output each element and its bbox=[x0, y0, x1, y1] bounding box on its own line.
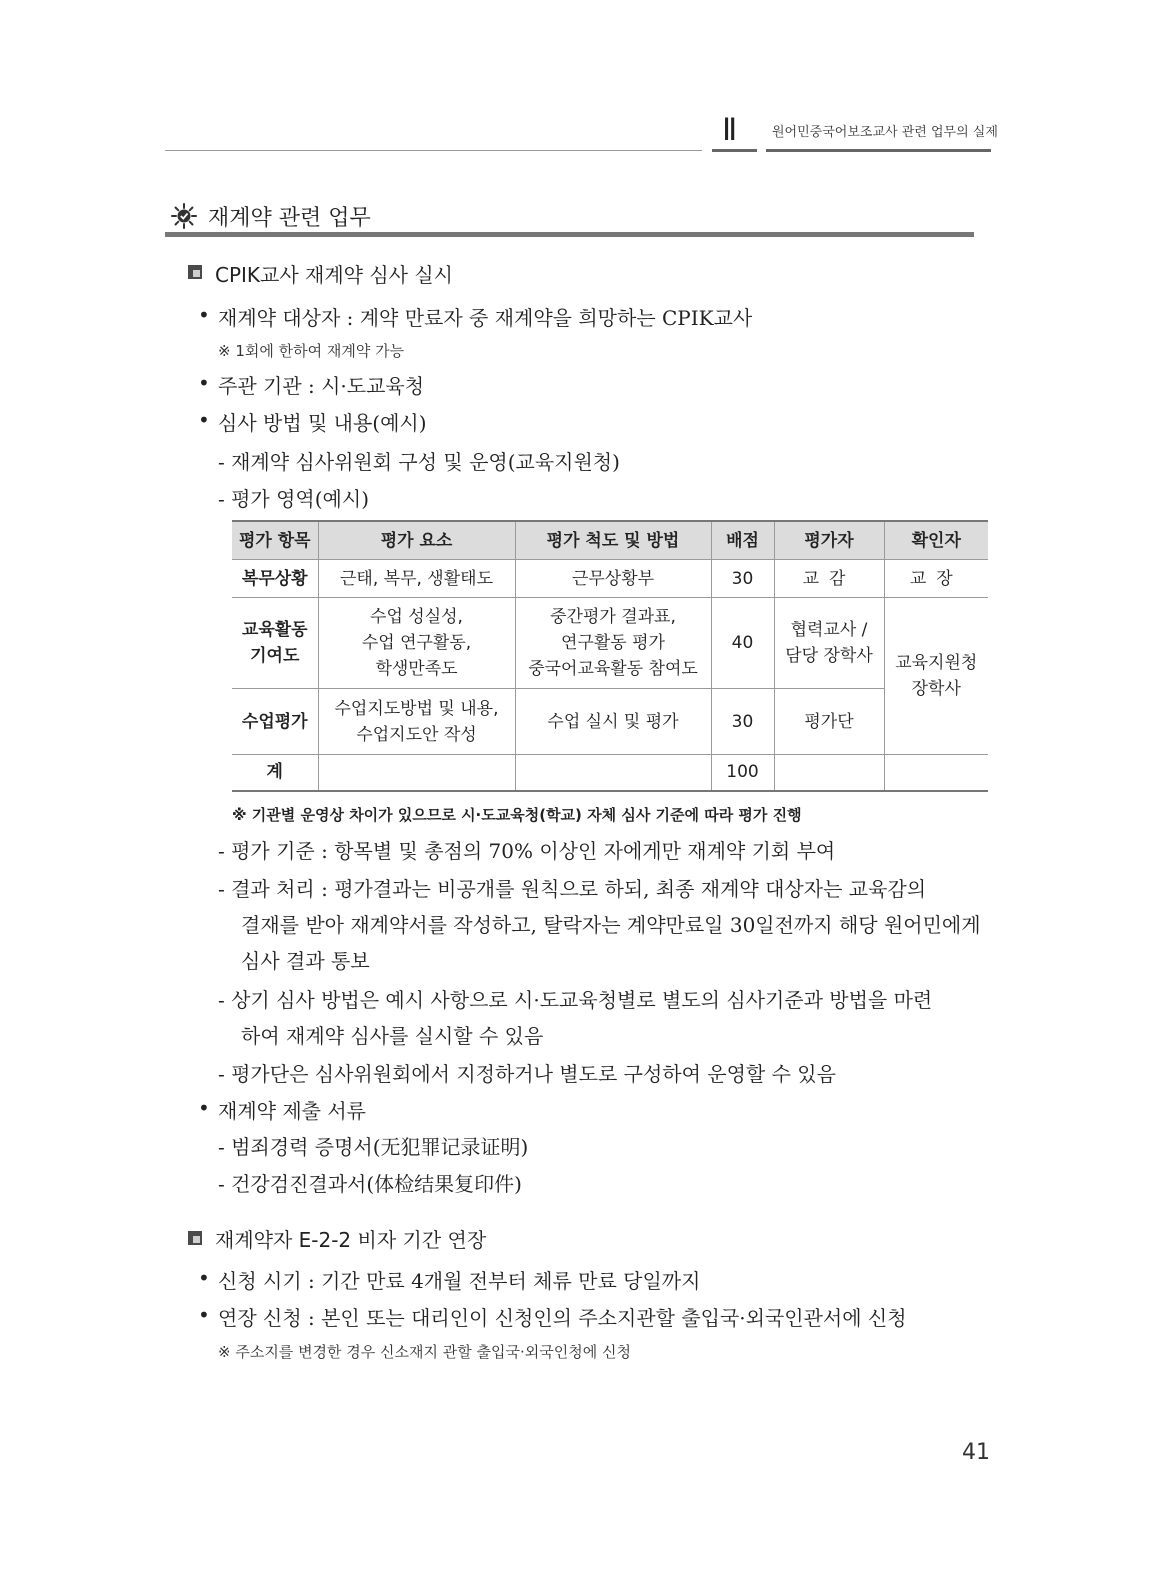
cell-line: 장학사 bbox=[911, 679, 961, 699]
result-text-line: 심사 결과 통보 bbox=[241, 949, 370, 973]
table-header-cell: 평가 요소 bbox=[318, 521, 515, 560]
documents-heading: 재계약 제출 서류 bbox=[218, 1099, 366, 1123]
bullet-dot: • bbox=[198, 371, 210, 395]
square-bullet-icon bbox=[188, 1231, 202, 1245]
bullet-dot: • bbox=[198, 1266, 210, 1290]
bullet-dot: • bbox=[198, 1096, 210, 1120]
table-header-cell: 확인자 bbox=[884, 521, 988, 560]
subsection-heading: 재계약자 E-2-2 비자 기간 연장 bbox=[215, 1228, 487, 1252]
table-row bbox=[232, 560, 988, 598]
bullet-dot: • bbox=[198, 408, 210, 432]
header-rule-left bbox=[165, 150, 702, 151]
table-cell-method: 근무상황부 bbox=[515, 560, 711, 598]
table-cell-total-score: 100 bbox=[711, 755, 774, 791]
table-cell-item: 수업평가 bbox=[232, 689, 318, 755]
table-cell-evaluator bbox=[774, 598, 884, 689]
renewal-target: 재계약 대상자 : 계약 만료자 중 재계약을 희망하는 CPIK교사 bbox=[218, 306, 753, 330]
table-cell-item: 복무상황 bbox=[232, 560, 318, 598]
table-header-row bbox=[232, 521, 988, 560]
table-cell-confirmer bbox=[884, 598, 988, 755]
document-item: - 범죄경력 증명서(无犯罪记录证明) bbox=[218, 1135, 529, 1159]
table-cell-element bbox=[318, 689, 515, 755]
result-text-line: - 결과 처리 : 평가결과는 비공개를 원칙으로 하되, 최종 재계약 대상자는 교육감의 bbox=[218, 877, 927, 901]
cell-line: 중간평가 결과표, bbox=[550, 607, 676, 627]
document-item: - 건강검진결과서(体检结果复印件) bbox=[218, 1172, 522, 1196]
table-cell-score: 40 bbox=[711, 598, 774, 689]
table-row bbox=[232, 689, 988, 755]
table-cell-empty bbox=[515, 755, 711, 791]
cell-line: 담당 장학사 bbox=[785, 646, 873, 666]
table-cell-method bbox=[515, 598, 711, 689]
table-cell-score: 30 bbox=[711, 689, 774, 755]
host-agency: 주관 기관 : 시·도교육청 bbox=[218, 374, 425, 398]
application-timing: 신청 시기 : 기간 만료 4개월 전부터 체류 만료 당일까지 bbox=[218, 1269, 701, 1293]
review-method-sub-committee: - 재계약 심사위원회 구성 및 운영(교육지원청) bbox=[218, 450, 620, 474]
table-total-row bbox=[232, 755, 988, 791]
cell-line: 교육지원청 bbox=[895, 653, 978, 673]
subsection-heading: CPIK교사 재계약 심사 실시 bbox=[215, 263, 453, 287]
table-cell-empty bbox=[884, 755, 988, 791]
evaluation-table bbox=[232, 520, 988, 792]
result-text-line: 결재를 받아 재계약서를 작성하고, 탈락자는 계약만료일 30일전까지 해당 원어민에게 bbox=[241, 913, 981, 937]
table-header-cell: 배점 bbox=[711, 521, 774, 560]
extension-application: 연장 신청 : 본인 또는 대리인이 신청인의 주소지관할 출입국·외국인관서에 신청 bbox=[218, 1306, 907, 1330]
table-cell-total-label: 계 bbox=[232, 755, 318, 791]
bullet-dot: • bbox=[198, 1303, 210, 1327]
chapter-numeral: Ⅱ bbox=[722, 112, 738, 147]
cell-line: 교육활동 bbox=[241, 620, 308, 640]
table-cell-method: 수업 실시 및 평가 bbox=[515, 689, 711, 755]
table-cell-element: 근태, 복무, 생활태도 bbox=[318, 560, 515, 598]
header-rule-right bbox=[766, 149, 991, 152]
table-cell-confirmer: 교장 bbox=[884, 560, 988, 598]
section-title: 재계약 관련 업무 bbox=[208, 206, 371, 231]
method-note-line: 하여 재계약 심사를 실시할 수 있음 bbox=[241, 1024, 544, 1048]
bullet-dot: • bbox=[198, 303, 210, 327]
cell-line: 연구활동 평가 bbox=[561, 633, 665, 653]
chapter-numeral-underline bbox=[712, 149, 757, 152]
criteria-text: - 평가 기준 : 항목별 및 총점의 70% 이상인 자에게만 재계약 기회 부여 bbox=[218, 839, 836, 863]
panel-note: - 평가단은 심사위원회에서 지정하거나 별도로 구성하여 운영할 수 있음 bbox=[218, 1062, 836, 1086]
table-cell-empty bbox=[318, 755, 515, 791]
review-method: 심사 방법 및 내용(예시) bbox=[218, 411, 427, 435]
cell-line: 협력교사 / bbox=[790, 620, 868, 640]
square-bullet-icon bbox=[188, 265, 202, 279]
chapter-title: 원어민중국어보조교사 관련 업무의 실제 bbox=[772, 125, 998, 140]
table-cell-evaluator: 교감 bbox=[774, 560, 884, 598]
renewal-target-note: ※ 1회에 한하여 재계약 가능 bbox=[218, 342, 405, 360]
cell-line: 학생만족도 bbox=[375, 659, 458, 679]
extension-application-note: ※ 주소지를 변경한 경우 신소재지 관할 출입국·외국인청에 신청 bbox=[218, 1343, 631, 1361]
table-cell-score: 30 bbox=[711, 560, 774, 598]
section-title-bar bbox=[165, 232, 974, 237]
review-method-sub-areas: - 평가 영역(예시) bbox=[218, 487, 369, 511]
cell-line: 기여도 bbox=[250, 646, 300, 666]
cell-line: 수업 연구활동, bbox=[361, 633, 472, 653]
method-note-line: - 상기 심사 방법은 예시 사항으로 시·도교육청별로 별도의 심사기준과 방법을 마련 bbox=[218, 988, 933, 1012]
table-header-cell: 평가 척도 및 방법 bbox=[515, 521, 711, 560]
sun-check-icon bbox=[171, 203, 197, 229]
table-header-cell: 평가자 bbox=[774, 521, 884, 560]
cell-line: 중국어교육활동 참여도 bbox=[528, 659, 698, 679]
table-header-cell: 평가 항목 bbox=[232, 521, 318, 560]
cell-line: 수업지도안 작성 bbox=[356, 724, 477, 745]
table-cell-item bbox=[232, 598, 318, 689]
cell-line: 수업 성실성, bbox=[370, 607, 463, 627]
page-number: 41 bbox=[962, 1440, 990, 1465]
cell-line: 수업지도방법 및 내용, bbox=[334, 698, 499, 719]
table-cell-empty bbox=[774, 755, 884, 791]
table-cell-evaluator: 평가단 bbox=[774, 689, 884, 755]
table-row bbox=[232, 598, 988, 689]
table-cell-element bbox=[318, 598, 515, 689]
table-note: ※ 기관별 운영상 차이가 있으므로 시·도교육청(학교) 자체 심사 기준에 따라 평가 진행 bbox=[232, 806, 802, 824]
